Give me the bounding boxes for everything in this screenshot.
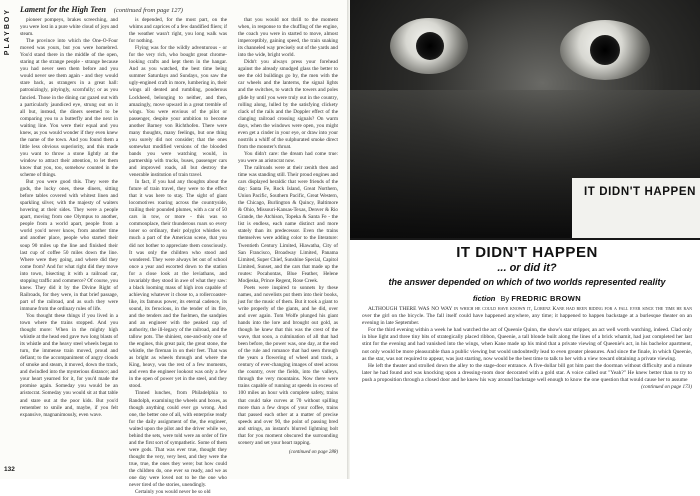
paragraph: You didn't care: the dream had come true: you were an aristocrat now. xyxy=(238,150,338,164)
right-page xyxy=(350,0,700,479)
masthead xyxy=(4,8,18,68)
paragraph: pioneer pompeys, brakes screeching, and you were lost in a pure white cloud of joys and steam. xyxy=(20,17,118,38)
paragraph: Certainly you would never be so old xyxy=(135,489,211,496)
pupil-right xyxy=(590,35,620,65)
paragraph: For the third evening within a week he had watched the act of Queenie Quinn, the show's star stripper, an act well worth watching, indeed. Clad only in blue light and three tiny bits of strategically placed ribbon, Queenie, a tall blonde built along the lines of a brick whamit, had just completed her last stint for the evening and had vanished into the wings, when Kane made up his mind that a private viewing of Queenie's act, in his bachelor apartment, not only would be more pleasurable than a public viewing but would undoubtedly lead to even greater pleasures. And since the finale, in which Queenie, as the star, was not required to appear, was just starting, now would be the best time to talk to her with a view toward obtaining a private viewing. xyxy=(362,327,692,362)
paragraph: He left the theater and strolled down the alley to the stage-door entrance. A five-dollar bill got him past the doorman without difficulty and a minute later he had found and was knocking upon a dressing-room door decorated with a gold star. A voice called out "Yeah?" He knew better than to try to push a proposition through a closed door and he knew his way around backstage well enough to know the one question that would cause her to assume xyxy=(362,362,692,383)
text-column-1 xyxy=(20,17,118,465)
paragraph: ALTHOUGH THERE WAS NO WAY in which he could have known it, Lorenz Kane had been riding for a fall ever since the time he ran over the girl on the bicycle. The fall itself could have happened anywhere, any time; it happened to happen backstage at a burlesque theater on an evening in late September. xyxy=(362,306,692,327)
story-header xyxy=(20,5,340,16)
byline-prefix: By xyxy=(500,294,510,303)
subheadline: ... or did it? xyxy=(497,262,557,274)
paragraph: is depended, for the most part, on the whims and caprices of a few dandified fliers; if the weather wasn't right, you long walk was for nothing. xyxy=(129,17,227,45)
story-body xyxy=(362,306,692,446)
byline xyxy=(362,294,692,303)
pupil-left xyxy=(416,32,444,60)
paragraph: In fact, if you had any thoughts about the future of train travel, they were to the effect that it was here to stay. The sight of giant locomotives roaring across the countryside, trailing their pounded plumes, with a car of 50 cars in tow, or more - this was so commonplace, their thunderous roars so every loner so ordinary, their polyglot whistles so much a part of the American scene, that you did not bother to appreciate them consciously. It was only the children who stood and wondered. They were always let out of school once a year and escorted down to the station for a close look at the leviathans, and invariably they stood in awe of what they saw: a black looming mass of high iron capable of achieving whatever it chose to, a rollercoaster-like, its famous power, its eternal cadence, its sound, its ferocious, in the tender of its fire, and the tenders and the fuelmen, the sandpies and an engineer with the peaked cap of authority, the ill-legacy of the railroad, and the tallow pots. The shiniest, one-and-only one of the engines, this great pair, the great stone, the whistle, the fireman in on their feet. That was as bright as wheels through and where the King, heavy, was the rest of a few moments, and even the engineer lookout was only a few in the open of power yet in the steel, and they stood. xyxy=(129,179,227,390)
deck: the answer depended on which of two worlds represented reality xyxy=(388,277,666,287)
masthead-label: PLAYBOY xyxy=(4,8,11,56)
paragraph: The railroads were at their zenith then and time was standing still. Their proud engines and cars displayed heraldic that were friends of the day: Santa Fe, Rock Island, Great Northern, Union Pacific, Southern Pacific, Great Western, the Chicago, Burlington & Quincy, Baltimore & Ohio, Missouri-Kansas-Texas, Denver & Rio Grande, the Atchison, Topeka & Santa Fe - the list is endless, each name distinct and more stately than its predecessor. Even the trains themselves were adding color to the literature: Twentieth Century Limited, Hiawatha, City of San Francisco, Broadway Limited, Panama Limited, Super Chief, Sunshine Special, Capitol Limited, Sunset, and the cars that made up the routes: Pocahontas, Blue Feather, Helene Modjeska, Prince Regent, Rose Creek. xyxy=(238,164,338,284)
page-number: 132 xyxy=(4,466,15,473)
paragraph: Tinned lunches, from Philadelphia to Randolph, examining the wheels and boxes, as though anything could ever go wrong. And one, the better one of all, with enterprise ready for the daily assignment of the, the engineer, waited upon the pilot and the driver while we, behind the sets, were told were an order of fire and the first sort of sympathetic. Some of them were gods. That was ever true, thought they thought the very, very best, and they were the true, true, the ones they were; but how could the children do, one ever so ready, and we as one day were loved not to be the one who never tired of the stories, unendingly. xyxy=(129,390,227,489)
eye-left-image xyxy=(390,18,468,74)
headline: IT DIDN'T HAPPEN xyxy=(456,244,598,261)
story-title: Lament for the High Teen xyxy=(20,5,106,14)
art-title: IT DIDN'T HAPPEN xyxy=(584,186,697,198)
paragraph: Poets were inspired to sonnets by these names, and novelists put them into their books, just for the music of them. But it took a giant to write properly of the giants, and he did, over and over again. Tom Wolfe plunged his giant hands into the lore and brought out gold, as though he knew that this was the crest of the wave, that soon, a culmination of all that had been before, the power was, one day, at the end of the rule and romance that had seen through the years a flowering of wheel and track, a century of ever-changing images of steel across the country, over the fields, into the valleys, through the very mountains. Now there were trains capable of running at speeds in excess of 100 miles an hour with complete safety, trains that could take curves at 70 without spilling more than a few drops of your coffee, trains that passed each other at a matter of precise speeds and over 90, the point of passing bred and strings, an instant's blurred lightning bolt that for you moment obscured the surrounding scenery and set your heart rapping. xyxy=(238,284,338,446)
continued-from: (continued from page 127) xyxy=(113,7,183,14)
text-column-2 xyxy=(129,17,227,496)
continued-on: (continued on page 288) xyxy=(288,449,338,455)
paragraph: You thought these things if you lived in a town where the trains stopped. And you thought more: When in the mighty high whistle at the head end gave two long blasts of its whistle and the heavy steel wheels began to turn, the immense train moved, proud and defiant; to the accompaniment of angry clouds of smoke and steam, it moved, down the track, and dwindled into the mysterious distance; and your heart yearned for it, for you'd made the promise again. Someday you would be an aristocrat. Someday you would sit at that table and stare out at the poor kids. But you'd remember to smile and, maybe, if you felt expansive, magnanimously, even wave. xyxy=(20,312,118,418)
paragraph: that you would not thrill to the moment when, in response to the chuffing of the engine, the coach you were in started to move, almost imperceptibly, gaining speed, the train snaking its channeled way precisely out of the yards and into the wide, bright world. xyxy=(238,17,338,59)
paragraph: Didn't you always press your forehead against the already smudged glass the better to see the old buildings go by, the men with the car wheels and the lanterns, the signal lights and the switches, to watch the towers and poles glide by until you were truly out in the country, rolling along, lulled by the satisfying clickety clack of the rails and the Doppler effect of the clanging railroad crossing signals? On warm days, when the windows were open, you might even get a cinder in your eye, or draw into your nostrils a whiff of the sulphurated smoke direct from the monster's throat. xyxy=(238,59,338,150)
left-page xyxy=(0,0,348,496)
illustration xyxy=(350,0,700,238)
continued-on: (continued on page 173) xyxy=(641,384,692,391)
eye-right-image xyxy=(560,20,650,80)
paragraph: Flying was for the wildly adventurous - or for the very rich, who bought great chrome-looking crafts and kept them in the hangar. And as you watched, the best time being summer Saturdays and Sundays, you saw the ugly-engined craft in more, lumbering in, their wings all dented and rumbling, ponderous Lockheed, belonging to neither, and then, amazingly, move upward in a great tremble of wings. You were envious of the pilot or passenger, despite your ambition to become another Barney von Richthofen. There were many thoughts, many feelings, but one thing you surely did not consider; that the ones somewhat modified versions of the blooded bands you were watching would, in partnership with trucks, buses, passenger cars and improved roads, all but destroy the venerable institution of train travel. xyxy=(129,45,227,179)
paragraph: The province into which the One-O-Four moved was yours, but you were homebred. You'd stand there in the middle of the open, staring at the strange people - strange because you had never seen them before and you would never see them again - and they would stare back, as strangers in a great hall: patronizingly, pityingly, scornfully; or as you fancied. Those in the dining car gazed out with a particularly jaundiced eye, strung out on it all but, instead, the diners seemed to be comparing you to a butterfly and the next in waiting line. You were their equal and you knew, as you would wonder if they even knew the name of the town. And you found them a little less obvious superiority, and this made you want to throw a stone lightly at the window to attract their attention, to let them know that you, too, somehow counted in the scheme of things. xyxy=(20,38,118,179)
text-column-3 xyxy=(238,17,338,465)
fiction-label: fiction xyxy=(472,294,496,303)
author-name: FREDRIC BROWN xyxy=(511,294,582,303)
paragraph: But you were good this. They were the gods, the lucky ones, these diners, sitting before tables covered with whitest linen and sparkling silver, with the majesty of waiters hovering at their sides. They were a people apart, moving from one Olympus to another, people from a world apart, people from a world you'd never know, from another time and another place, people who started their soup 90 miles up the line and finished their last cup of coffee 50 miles down the line. Where were they going, and where did they come from? And for what right did they move into town, bisecting it with a railroad car, stopping traffic and commerce? Of course, you knew. They did it by the Divine Right of Railroads, for they were, in that brief passage, part of the railroad, and as such they were immune from the ordinary rules of life. xyxy=(20,179,118,312)
